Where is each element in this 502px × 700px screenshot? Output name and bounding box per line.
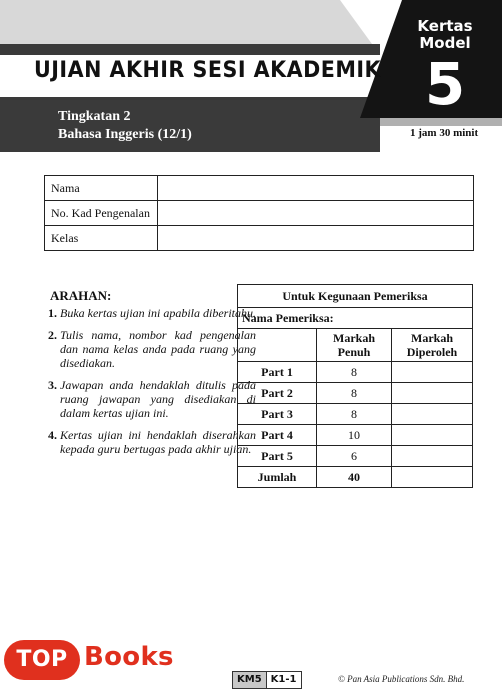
obtained-mark-field[interactable]	[392, 362, 473, 383]
table-row	[45, 176, 474, 201]
instructions-list	[32, 306, 256, 464]
kertas-label: Kertas	[417, 17, 473, 35]
list-item: 1. Buka kertas ujian ini apabila diberitahu.	[60, 306, 256, 320]
full-mark: 6	[317, 446, 392, 467]
table-row	[238, 308, 473, 329]
part-label: Part 5	[238, 446, 317, 467]
class-label: Kelas	[45, 226, 158, 251]
header-accent-bar	[380, 118, 502, 126]
full-mark: 8	[317, 383, 392, 404]
examiner-table	[237, 284, 473, 488]
instructions-title: ARAHAN:	[50, 288, 112, 303]
examiner-name-label: Nama Pemeriksa:	[238, 308, 473, 329]
code-k: K1-1	[270, 674, 297, 685]
part-label: Part 3	[238, 404, 317, 425]
table-row	[238, 362, 473, 383]
full-mark: 8	[317, 362, 392, 383]
table-row	[238, 425, 473, 446]
table-row	[238, 285, 473, 308]
obtained-mark-field[interactable]	[392, 404, 473, 425]
subject-label: Bahasa Inggeris (12/1)	[58, 127, 192, 142]
part-label: Part 4	[238, 425, 317, 446]
table-row	[238, 446, 473, 467]
list-item: 3. Jawapan anda hendaklah ditulis pada ruang jawapan yang disediakan di dalam kertas ujian ini.	[60, 378, 256, 420]
table-row	[238, 467, 473, 488]
topbooks-logo-text: Books	[84, 642, 174, 672]
list-item: 2. Tulis nama, nombor kad pengenalan dan nama kelas anda pada ruang yang disediakan.	[60, 328, 256, 370]
total-obtained-field[interactable]	[392, 467, 473, 488]
model-label: Model	[419, 34, 471, 52]
obtained-mark-field[interactable]	[392, 425, 473, 446]
name-label: Nama	[45, 176, 158, 201]
total-value: 40	[317, 467, 392, 488]
ic-label: No. Kad Pengenalan	[45, 201, 158, 226]
list-item: 4. Kertas ujian ini hendaklah diserahkan kepada guru bertugas pada akhir ujian.	[60, 428, 256, 456]
full-marks-header: Markah Penuh	[317, 329, 392, 362]
part-label: Part 1	[238, 362, 317, 383]
duration-label: 1 jam 30 minit	[410, 127, 479, 139]
form-label: Tingkatan 2	[58, 109, 131, 124]
table-row	[238, 329, 473, 362]
part-label: Part 2	[238, 383, 317, 404]
name-field[interactable]	[158, 176, 474, 201]
class-field[interactable]	[158, 226, 474, 251]
student-info-table	[44, 175, 474, 251]
publisher-credit: © Pan Asia Publications Sdn. Bhd.	[338, 674, 465, 684]
header-band-light	[0, 0, 372, 44]
topbooks-logo: TOP	[4, 640, 80, 680]
examiner-heading: Untuk Kegunaan Pemeriksa	[238, 285, 473, 308]
exam-title: UJIAN AKHIR SESI AKADEMIK	[34, 58, 382, 83]
obtained-mark-field[interactable]	[392, 446, 473, 467]
ic-field[interactable]	[158, 201, 474, 226]
model-number: 5	[424, 50, 466, 118]
page-code	[232, 671, 302, 689]
empty-header-cell	[238, 329, 317, 362]
full-mark: 8	[317, 404, 392, 425]
obtained-marks-header: Markah Diperoleh	[392, 329, 473, 362]
obtained-mark-field[interactable]	[392, 383, 473, 404]
total-label: Jumlah	[238, 467, 317, 488]
full-mark: 10	[317, 425, 392, 446]
table-row	[238, 383, 473, 404]
table-row	[45, 201, 474, 226]
code-km: KM5	[233, 672, 267, 688]
table-row	[45, 226, 474, 251]
table-row	[238, 404, 473, 425]
